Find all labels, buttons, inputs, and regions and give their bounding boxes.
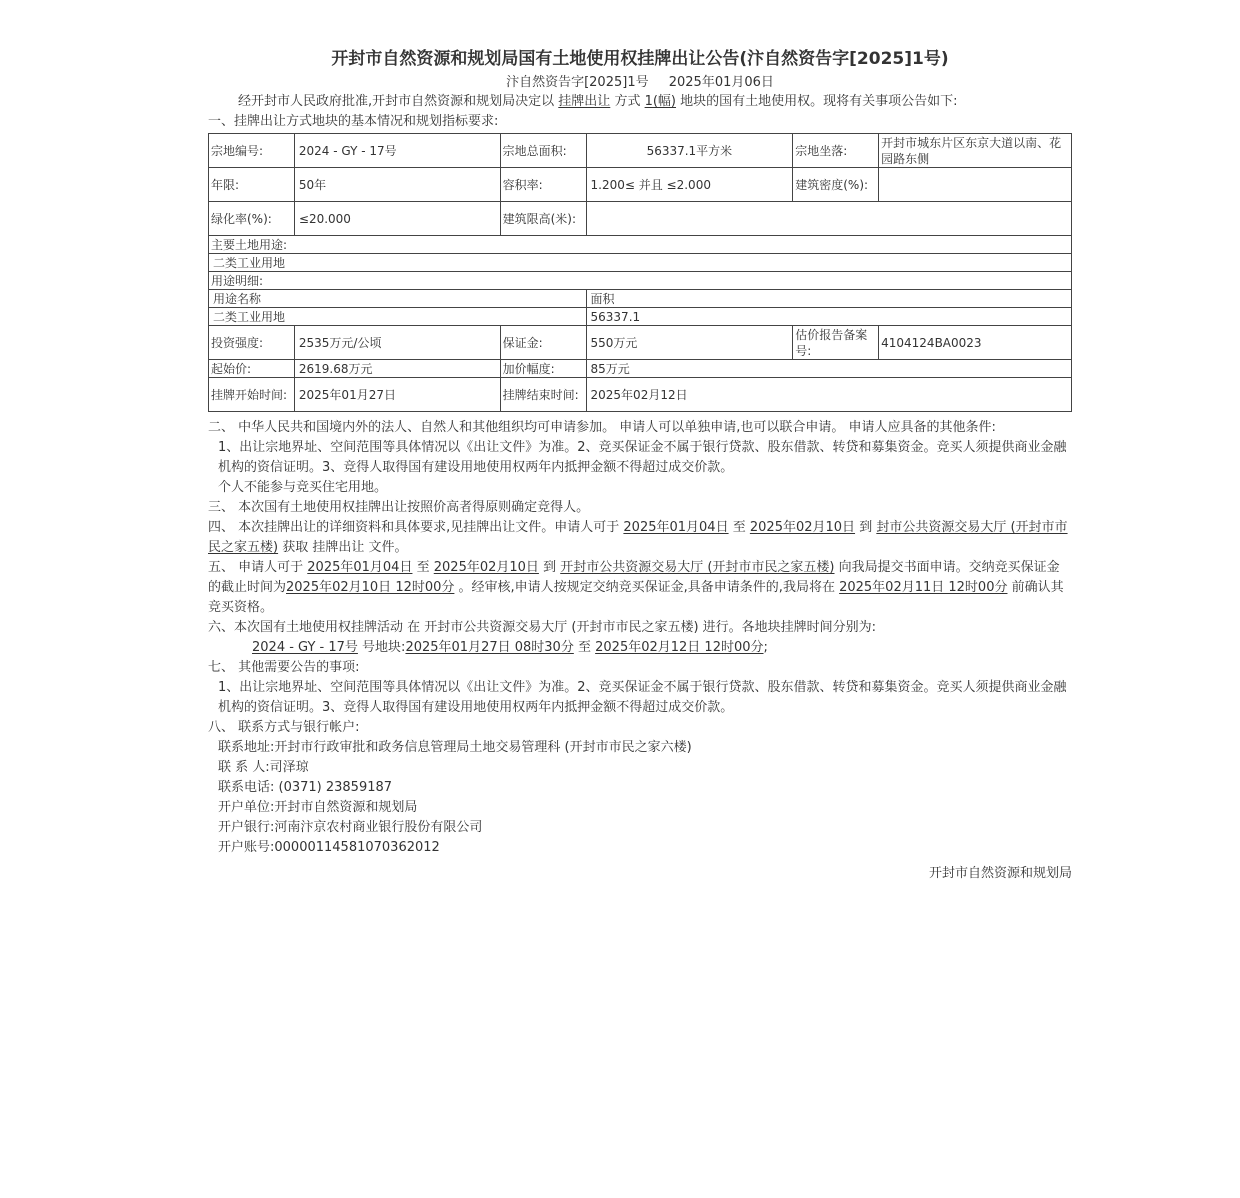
list-end-label: 挂牌结束时间: — [500, 378, 586, 412]
table-row — [209, 290, 1072, 308]
section-1-title: 一、挂牌出让方式地块的基本情况和规划指标要求: — [208, 114, 499, 129]
s5-place: 开封市公共资源交易大厅 (开封市市民之家五楼) — [560, 560, 835, 575]
deposit-label: 保证金: — [500, 326, 586, 360]
far-value: 1.200≤ 并且 ≤2.000 — [586, 168, 793, 202]
start-price-value: 2619.68万元 — [294, 360, 500, 378]
height-label: 建筑限高(米): — [500, 202, 586, 236]
intro-count: 1(幅) — [644, 94, 677, 109]
s4-date-start: 2025年01月04日 — [623, 520, 729, 535]
s5-text-5: 。经审核,申请人按规定交纳竞买保证金,具备申请条件的,我局将在 — [458, 580, 835, 595]
s6-text-3: 至 — [577, 640, 591, 655]
intro-mid: 方式 — [614, 94, 641, 109]
intro-paragraph — [208, 92, 1072, 112]
height-value — [586, 202, 1071, 236]
start-price-label: 起始价: — [209, 360, 295, 378]
contact-address: 联系地址:开封市行政审批和政务信息管理局土地交易管理科 (开封市市民之家六楼) — [218, 740, 692, 755]
s6-start: 2025年01月27日 08时30分 — [405, 640, 574, 655]
appraisal-value: 4104124BA0023 — [879, 326, 1072, 360]
term-label: 年限: — [209, 168, 295, 202]
section-4 — [208, 518, 1072, 558]
section-6-schedule — [208, 638, 1072, 658]
invest-value: 2535万元/公顷 — [294, 326, 500, 360]
location-label: 宗地坐落: — [793, 134, 879, 168]
section-7: 七、 其他需要公告的事项: — [208, 660, 360, 675]
table-row — [209, 360, 1072, 378]
list-end-value: 2025年02月12日 — [586, 378, 1071, 412]
far-label: 容积率: — [500, 168, 586, 202]
section-2-detail: 1、出让宗地界址、空间范围等具体情况以《出让文件》为准。2、竞买保证金不属于银行贷款、股东借款、转贷和募集资金。竞买人须提供商业金融机构的资信证明。3、竞得人取得国有建设用地使用权两年内抵押金额不得超过成交价款。 — [218, 440, 1067, 475]
document-number: 汴自然资告字[2025]1号 — [506, 75, 649, 90]
appraisal-label: 估价报告备案号: — [793, 326, 879, 360]
s4-text-4: 获取 — [282, 540, 309, 555]
notice-subtitle — [208, 74, 1072, 92]
notice-title: 开封市自然资源和规划局国有土地使用权挂牌出让公告(汴自然资告字[2025]1号) — [331, 49, 949, 69]
increment-value: 85万元 — [586, 360, 1071, 378]
use-area-header: 面积 — [586, 290, 1071, 308]
table-row — [209, 254, 1072, 272]
total-area-label: 宗地总面积: — [500, 134, 586, 168]
s5-text-2: 至 — [416, 560, 430, 575]
notice-document — [208, 44, 1072, 884]
section-6: 六、本次国有土地使用权挂牌活动 在 开封市公共资源交易大厅 (开封市市民之家五楼) 进行。各地块挂牌时间分别为: — [208, 620, 877, 635]
term-value: 50年 — [294, 168, 500, 202]
account-holder: 开户单位:开封市自然资源和规划局 — [218, 800, 418, 815]
lot-no-label: 宗地编号: — [209, 134, 295, 168]
lot-no-value: 2024 - GY - 17号 — [294, 134, 500, 168]
contact-person: 联 系 人:司泽琼 — [218, 760, 309, 775]
s5-deadline: 2025年02月10日 12时00分 — [286, 580, 455, 595]
s6-text-2: 号地块: — [362, 640, 406, 655]
s4-text-1: 四、 本次挂牌出让的详细资料和具体要求,见挂牌出让文件。申请人可于 — [208, 520, 620, 535]
location-value: 开封市城东片区东京大道以南、花园路东侧 — [879, 134, 1072, 168]
table-row — [209, 308, 1072, 326]
table-row — [209, 272, 1072, 290]
use-area-value: 56337.1 — [586, 308, 1071, 326]
list-start-value: 2025年01月27日 — [294, 378, 500, 412]
s4-text-3: 到 — [859, 520, 873, 535]
deposit-value: 550万元 — [586, 326, 793, 360]
use-name-header: 用途名称 — [209, 290, 587, 308]
s5-date-end: 2025年02月10日 — [433, 560, 539, 575]
list-start-label: 挂牌开始时间: — [209, 378, 295, 412]
table-row — [209, 378, 1072, 412]
main-use-value: 二类工业用地 — [209, 254, 1072, 272]
total-area-value: 56337.1平方米 — [586, 134, 793, 168]
s4-date-end: 2025年02月10日 — [749, 520, 856, 535]
intro-after: 地块的国有土地使用权。现将有关事项公告如下: — [680, 94, 958, 109]
intro-before: 经开封市人民政府批准,开封市自然资源和规划局决定以 — [238, 94, 555, 109]
parcel-info-table — [208, 133, 1072, 412]
table-row — [209, 168, 1072, 202]
green-value: ≤20.000 — [294, 202, 500, 236]
section-3: 三、 本次国有土地使用权挂牌出让按照价高者得原则确定竞得人。 — [208, 500, 590, 515]
density-value — [879, 168, 1072, 202]
table-row — [209, 202, 1072, 236]
table-row — [209, 236, 1072, 254]
section-2-note: 个人不能参与竞买住宅用地。 — [218, 480, 388, 495]
green-label: 绿化率(%): — [209, 202, 295, 236]
section-5 — [208, 558, 1072, 618]
s5-confirm: 2025年02月11日 12时00分 — [839, 580, 1008, 595]
intro-method: 挂牌出让 — [558, 94, 611, 109]
s4-text-5: 挂牌出让 — [312, 540, 365, 555]
section-8: 八、 联系方式与银行帐户: — [208, 720, 360, 735]
s4-place: 封市公共资源交易大厅 (开封市市民之家五楼) — [208, 520, 1068, 555]
s5-text-3: 到 — [543, 560, 557, 575]
s6-lot: 2024 - GY - 17号 — [252, 640, 358, 655]
account-number: 开户账号:00000114581070362012 — [218, 840, 440, 855]
account-bank: 开户银行:河南汴京农村商业银行股份有限公司 — [218, 820, 483, 835]
contact-list — [208, 738, 1072, 858]
table-row — [209, 326, 1072, 360]
s6-end: 2025年02月12日 12时00分 — [595, 640, 764, 655]
document-date: 2025年01月06日 — [668, 75, 774, 90]
increment-label: 加价幅度: — [500, 360, 586, 378]
s5-text-6: 前确认其竞买资格。 — [208, 580, 1064, 615]
s4-text-2: 至 — [732, 520, 746, 535]
s5-text-1: 五、 申请人可于 — [208, 560, 304, 575]
signature: 开封市自然资源和规划局 — [928, 866, 1072, 881]
density-label: 建筑密度(%): — [793, 168, 879, 202]
s6-text-4: ; — [763, 640, 768, 655]
s5-date-start: 2025年01月04日 — [307, 560, 413, 575]
use-detail-label: 用途明细: — [209, 272, 1072, 290]
table-row — [209, 134, 1072, 168]
use-name-value: 二类工业用地 — [209, 308, 587, 326]
section-2: 二、 中华人民共和国境内外的法人、自然人和其他组织均可申请参加。 申请人可以单独申请,也可以联合申请。 申请人应具备的其他条件: — [208, 420, 996, 435]
contact-phone: 联系电话: (0371) 23859187 — [218, 780, 393, 795]
s4-text-6: 文件。 — [368, 540, 408, 555]
invest-label: 投资强度: — [209, 326, 295, 360]
s5-text-4: 向我局提交书面申请。交纳竞买保证金的截止时间为 — [208, 560, 1060, 595]
main-use-label: 主要土地用途: — [209, 236, 1072, 254]
section-7-detail: 1、出让宗地界址、空间范围等具体情况以《出让文件》为准。2、竞买保证金不属于银行贷款、股东借款、转贷和募集资金。竞买人须提供商业金融机构的资信证明。3、竞得人取得国有建设用地使用权两年内抵押金额不得超过成交价款。 — [218, 680, 1067, 715]
